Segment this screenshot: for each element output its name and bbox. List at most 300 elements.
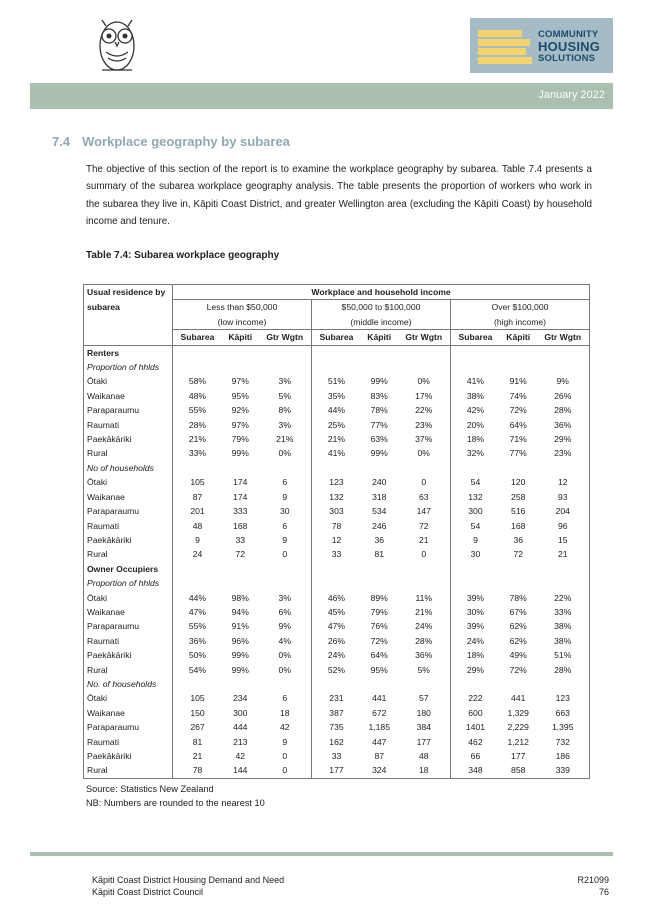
table-cell — [500, 461, 537, 475]
table-cell — [259, 345, 312, 360]
table-cell: 8% — [278, 405, 291, 416]
table-cell: 267 — [173, 720, 222, 734]
table-cell — [311, 461, 360, 475]
table-cell: 42 — [235, 751, 246, 761]
table-cell: 99% — [231, 448, 249, 459]
table-row — [84, 706, 590, 720]
table-cell: 77% — [509, 448, 527, 459]
table-row — [84, 619, 590, 633]
table-cell — [259, 461, 312, 475]
table-row — [84, 648, 590, 662]
table-cell: 6 — [282, 693, 288, 704]
table-notes — [86, 782, 265, 810]
row-label: No of households — [84, 461, 173, 475]
table-cell: 5% — [417, 664, 430, 675]
row-label: Raumati — [84, 519, 173, 533]
table-cell: 5% — [278, 390, 291, 401]
table-cell: 132 — [311, 490, 360, 504]
table-cell: 64% — [509, 419, 527, 430]
table-cell: 18 — [279, 707, 290, 718]
table-cell: 72 — [513, 549, 523, 560]
table-cell: 147 — [416, 506, 431, 517]
table-cell: 46% — [311, 591, 360, 605]
table-cell: 177 — [416, 736, 431, 747]
table-cell: 105 — [173, 691, 222, 705]
table-cell: 38% — [450, 389, 499, 403]
table-cell: 600 — [450, 706, 499, 720]
table-cell: 72% — [370, 635, 388, 646]
table-row — [84, 663, 590, 677]
table-cell: 36 — [513, 534, 523, 545]
table-cell: 150 — [173, 706, 222, 720]
table-cell — [361, 345, 398, 360]
table-cell: 120 — [511, 477, 526, 488]
table-cell: 78% — [370, 405, 388, 416]
row-header-line1: Usual residence by — [84, 285, 173, 300]
table-cell: 99% — [231, 650, 249, 661]
table-cell: 663 — [537, 706, 590, 720]
table-cell: 21% — [276, 434, 294, 445]
table-cell — [398, 345, 451, 360]
table-row — [84, 475, 590, 489]
band-low-line1: Less than $50,000 — [173, 300, 312, 315]
table-cell: 87 — [374, 751, 385, 761]
table-cell: 28% — [537, 403, 590, 417]
table-cell: 21 — [418, 534, 429, 545]
row-label: Rural — [84, 446, 173, 460]
table-cell: 9 — [173, 533, 222, 547]
table-row — [84, 360, 590, 374]
subcol-header: Subarea — [450, 330, 499, 345]
table-cell: 1401 — [450, 720, 499, 734]
table-cell: 2,229 — [507, 722, 529, 733]
table-row — [84, 547, 590, 561]
table-cell — [222, 461, 259, 475]
row-label: Waikanae — [84, 490, 173, 504]
table-cell: 1,212 — [507, 736, 529, 747]
table-cell: 44% — [311, 403, 360, 417]
table-cell: 55% — [173, 403, 222, 417]
table-cell: 177 — [511, 751, 526, 761]
table-cell: 735 — [311, 720, 360, 734]
subcol-header: Subarea — [173, 330, 222, 345]
footer-rule — [30, 852, 613, 856]
table-cell — [500, 576, 537, 590]
table-cell — [222, 677, 259, 691]
footer-report-title: Kāpiti Coast District Housing Demand and Need — [92, 875, 285, 885]
table-row — [84, 504, 590, 518]
table-cell: 57 — [418, 693, 429, 704]
table-cell — [450, 345, 499, 360]
table-cell — [259, 562, 312, 576]
table-cell: 89% — [370, 592, 388, 603]
table-cell: 81 — [374, 549, 385, 560]
table-cell: 339 — [537, 763, 590, 778]
table-row — [84, 763, 590, 778]
table-cell: 444 — [233, 722, 248, 733]
table-cell: 28% — [173, 418, 222, 432]
table-cell: 300 — [233, 707, 248, 718]
table-cell: 300 — [450, 504, 499, 518]
row-label: Paraparaumu — [84, 720, 173, 734]
table-cell: 39% — [450, 591, 499, 605]
table-cell: 62% — [509, 635, 527, 646]
table-cell: 0 — [421, 549, 427, 560]
workplace-geography-table — [83, 284, 590, 779]
table-cell: 48 — [173, 519, 222, 533]
table-cell: 1,329 — [507, 707, 529, 718]
subcol-header: Kāpiti — [222, 330, 259, 345]
table-cell: 47% — [311, 619, 360, 633]
table-cell: 3% — [278, 592, 291, 603]
table-cell: 18% — [450, 648, 499, 662]
table-cell: 47% — [173, 605, 222, 619]
table-cell: 0 — [421, 477, 427, 488]
table-row — [84, 345, 590, 360]
table-cell: 87 — [173, 490, 222, 504]
table-cell: 15 — [537, 533, 590, 547]
section-title: Workplace geography by subarea — [82, 134, 290, 149]
row-label: Paraparaumu — [84, 619, 173, 633]
table-cell: 441 — [372, 693, 387, 704]
table-cell — [450, 562, 499, 576]
table-cell: 54 — [450, 475, 499, 489]
table-cell: 0% — [278, 650, 291, 661]
table-cell: 33 — [311, 749, 360, 763]
table-cell — [537, 576, 590, 590]
table-cell — [500, 562, 537, 576]
band-high-line1: Over $100,000 — [450, 300, 589, 315]
table-cell: 49% — [509, 650, 527, 661]
table-cell — [450, 576, 499, 590]
table-cell: 99% — [370, 448, 388, 459]
table-cell: 21% — [415, 606, 433, 617]
table-row — [84, 519, 590, 533]
table-cell: 201 — [173, 504, 222, 518]
subcol-header: Gtr Wgtn — [537, 330, 590, 345]
table-cell — [361, 576, 398, 590]
table-cell: 24 — [173, 547, 222, 561]
table-cell — [173, 576, 222, 590]
table-cell: 54 — [450, 519, 499, 533]
table-cell: 24% — [415, 621, 433, 632]
table-row — [84, 418, 590, 432]
table-cell: 96 — [537, 519, 590, 533]
table-cell: 72 — [235, 549, 246, 560]
table-row — [84, 576, 590, 590]
table-cell: 186 — [537, 749, 590, 763]
table-cell: 51% — [311, 374, 360, 388]
table-cell: 36% — [537, 418, 590, 432]
table-cell — [398, 461, 451, 475]
table-row — [84, 389, 590, 403]
table-cell: 21 — [537, 547, 590, 561]
table-cell: 516 — [511, 506, 526, 517]
table-cell: 213 — [233, 736, 248, 747]
table-cell: 39% — [450, 619, 499, 633]
row-label: Renters — [84, 345, 173, 360]
row-label: Ōtaki — [84, 691, 173, 705]
subcol-header: Gtr Wgtn — [398, 330, 451, 345]
table-cell: 462 — [450, 735, 499, 749]
table-cell — [173, 345, 222, 360]
table-cell: 50% — [173, 648, 222, 662]
table-cell: 348 — [450, 763, 499, 778]
table-cell: 18% — [450, 432, 499, 446]
row-label: Paraparaumu — [84, 403, 173, 417]
table-cell: 22% — [537, 591, 590, 605]
band-middle-line2: (middle income) — [311, 315, 450, 330]
table-cell — [222, 576, 259, 590]
table-cell: 177 — [311, 763, 360, 778]
table-cell: 51% — [537, 648, 590, 662]
table-cell — [361, 677, 398, 691]
table-cell: 0 — [282, 751, 288, 761]
table-cell: 72% — [509, 664, 527, 675]
table-cell: 174 — [233, 477, 248, 488]
table-cell: 174 — [233, 491, 248, 502]
table-cell: 36% — [415, 650, 433, 661]
row-label: Paekākāriki — [84, 648, 173, 662]
footer-page-number: 76 — [598, 887, 609, 897]
table-cell — [500, 345, 537, 360]
table-cell: 79% — [370, 606, 388, 617]
table-cell: 6 — [282, 520, 288, 531]
table-cell: 231 — [311, 691, 360, 705]
table-cell: 66 — [450, 749, 499, 763]
table-cell: 105 — [173, 475, 222, 489]
table-cell — [173, 360, 222, 374]
table-cell: 96% — [231, 635, 249, 646]
table-cell: 95% — [370, 664, 388, 675]
table-cell: 99% — [231, 664, 249, 675]
table-cell: 77% — [370, 419, 388, 430]
row-label: Rural — [84, 763, 173, 778]
table-cell: 222 — [450, 691, 499, 705]
table-cell: 72 — [418, 520, 429, 531]
table-cell: 79% — [231, 434, 249, 445]
row-label: Proportion of hhlds — [84, 360, 173, 374]
table-cell: 180 — [416, 707, 431, 718]
table-cell: 42 — [279, 722, 290, 733]
table-cell: 20% — [450, 418, 499, 432]
table-cell: 33 — [311, 547, 360, 561]
table-cell — [311, 562, 360, 576]
row-label: Ōtaki — [84, 591, 173, 605]
table-cell — [450, 677, 499, 691]
table-cell: 9% — [537, 374, 590, 388]
row-label: Waikanae — [84, 605, 173, 619]
table-row — [84, 374, 590, 388]
row-label: Paraparaumu — [84, 504, 173, 518]
header-band — [30, 83, 613, 109]
table-cell: 21% — [173, 432, 222, 446]
row-label: Raumati — [84, 418, 173, 432]
row-label: Paekākāriki — [84, 533, 173, 547]
table-cell: 168 — [511, 520, 526, 531]
table-cell: 732 — [537, 735, 590, 749]
row-label: Proportion of hhlds — [84, 576, 173, 590]
row-label: Raumati — [84, 735, 173, 749]
subcol-header: Subarea — [311, 330, 360, 345]
table-cell: 78 — [173, 763, 222, 778]
table-cell: 9 — [282, 534, 288, 545]
table-cell: 36% — [173, 634, 222, 648]
table-cell: 24% — [450, 634, 499, 648]
table-cell: 6% — [278, 606, 291, 617]
table-cell: 30% — [450, 605, 499, 619]
table-cell: 17% — [415, 390, 433, 401]
footer-report-code: R21099 — [577, 875, 609, 885]
table-cell — [222, 360, 259, 374]
table-cell: 92% — [231, 405, 249, 416]
table-cell: 63% — [370, 434, 388, 445]
table-cell — [537, 677, 590, 691]
table-cell: 99% — [370, 376, 388, 387]
footer-left — [92, 874, 284, 898]
table-row — [84, 432, 590, 446]
row-label: Ōtaki — [84, 475, 173, 489]
table-cell: 98% — [231, 592, 249, 603]
owl-logo — [92, 14, 142, 76]
table-cell: 9 — [282, 491, 288, 502]
table-cell: 28% — [415, 635, 433, 646]
table-cell: 534 — [372, 506, 387, 517]
table-cell: 81 — [173, 735, 222, 749]
table-cell: 22% — [415, 405, 433, 416]
table-cell: 29% — [537, 432, 590, 446]
table-cell: 76% — [370, 621, 388, 632]
table-cell: 3% — [278, 376, 291, 387]
table-cell — [311, 345, 360, 360]
table-row — [84, 605, 590, 619]
table-cell: 1,395 — [537, 720, 590, 734]
row-label: Ōtaki — [84, 374, 173, 388]
table-cell — [173, 461, 222, 475]
table-cell: 30 — [279, 506, 290, 517]
table-cell — [361, 360, 398, 374]
table-cell — [537, 360, 590, 374]
table-cell: 32% — [450, 446, 499, 460]
table-cell: 91% — [509, 376, 527, 387]
table-cell — [537, 345, 590, 360]
table-row — [84, 720, 590, 734]
row-label: Raumati — [84, 634, 173, 648]
table-cell: 91% — [231, 621, 249, 632]
table-cell: 35% — [311, 389, 360, 403]
table-cell: 62% — [509, 621, 527, 632]
table-cell: 168 — [233, 520, 248, 531]
subcol-header: Kāpiti — [500, 330, 537, 345]
table-cell: 324 — [361, 763, 398, 778]
table-row — [84, 677, 590, 691]
table-cell: 18 — [398, 763, 451, 778]
table-cell: 25% — [311, 418, 360, 432]
table-cell: 23% — [415, 419, 433, 430]
table-cell: 12 — [311, 533, 360, 547]
table-row — [84, 461, 590, 475]
table-cell: 52% — [311, 663, 360, 677]
table-cell: 48 — [418, 751, 429, 761]
table-cell: 123 — [537, 691, 590, 705]
table-cell — [361, 461, 398, 475]
table-cell: 11% — [415, 592, 433, 603]
table-cell: 21% — [311, 432, 360, 446]
table-cell: 441 — [511, 693, 526, 704]
table-cell — [450, 461, 499, 475]
table-cell — [173, 562, 222, 576]
table-cell: 240 — [372, 477, 387, 488]
table-cell — [259, 360, 312, 374]
table-cell: 58% — [173, 374, 222, 388]
subcol-header: Kāpiti — [361, 330, 398, 345]
table-cell: 0% — [417, 376, 430, 387]
table-cell: 95% — [231, 390, 249, 401]
logo-text-line3: SOLUTIONS — [538, 53, 596, 64]
table-cell: 162 — [311, 735, 360, 749]
table-cell: 97% — [231, 376, 249, 387]
table-cell — [398, 677, 451, 691]
table-cell: 38% — [537, 619, 590, 633]
table-row — [84, 403, 590, 417]
table-row — [84, 533, 590, 547]
table-cell: 33 — [235, 534, 246, 545]
table-cell: 0 — [282, 549, 288, 560]
table-cell: 1,185 — [368, 722, 390, 733]
table-cell — [537, 562, 590, 576]
table-cell: 67% — [509, 606, 527, 617]
table-cell: 9% — [278, 621, 291, 632]
table-row — [84, 634, 590, 648]
table-cell: 318 — [372, 491, 387, 502]
table-cell: 4% — [278, 635, 291, 646]
table-cell: 42% — [450, 403, 499, 417]
band-middle-line1: $50,000 to $100,000 — [311, 300, 450, 315]
table-cell: 858 — [500, 763, 537, 778]
row-label: No. of households — [84, 677, 173, 691]
table-cell — [450, 360, 499, 374]
logo-bars-icon — [478, 30, 533, 64]
table-cell: 21 — [173, 749, 222, 763]
table-cell: 447 — [372, 736, 387, 747]
table-row — [84, 562, 590, 576]
table-cell: 30 — [450, 547, 499, 561]
table-cell: 41% — [311, 446, 360, 460]
section-paragraph: The objective of this section of the report is to examine the workplace geography by subarea. Table 7.4 presents a summary of the subarea workplace geography analysis. The table presents the proportion of workers who work in the subarea they live in, Kāpiti Coast District, and greater Wellington area (excluding the Kāpiti Coast) by household income and tenure. — [86, 164, 592, 228]
table-cell — [361, 562, 398, 576]
table-cell — [173, 677, 222, 691]
table-cell: 93 — [537, 490, 590, 504]
table-cell: 0% — [278, 664, 291, 675]
table-cell — [537, 461, 590, 475]
table-cell — [398, 360, 451, 374]
table-cell: 26% — [537, 389, 590, 403]
table-cell: 672 — [372, 707, 387, 718]
table-cell: 0% — [278, 448, 291, 459]
table-cell: 123 — [311, 475, 360, 489]
rounding-note: NB: Numbers are rounded to the nearest 10 — [86, 798, 265, 808]
table-cell — [398, 562, 451, 576]
table-cell: 204 — [537, 504, 590, 518]
table-cell: 387 — [311, 706, 360, 720]
table-cell: 12 — [537, 475, 590, 489]
row-label: Paekākāriki — [84, 749, 173, 763]
table-cell: 64% — [370, 650, 388, 661]
row-label: Rural — [84, 547, 173, 561]
table-row — [84, 591, 590, 605]
row-label: Waikanae — [84, 706, 173, 720]
table-cell — [500, 360, 537, 374]
